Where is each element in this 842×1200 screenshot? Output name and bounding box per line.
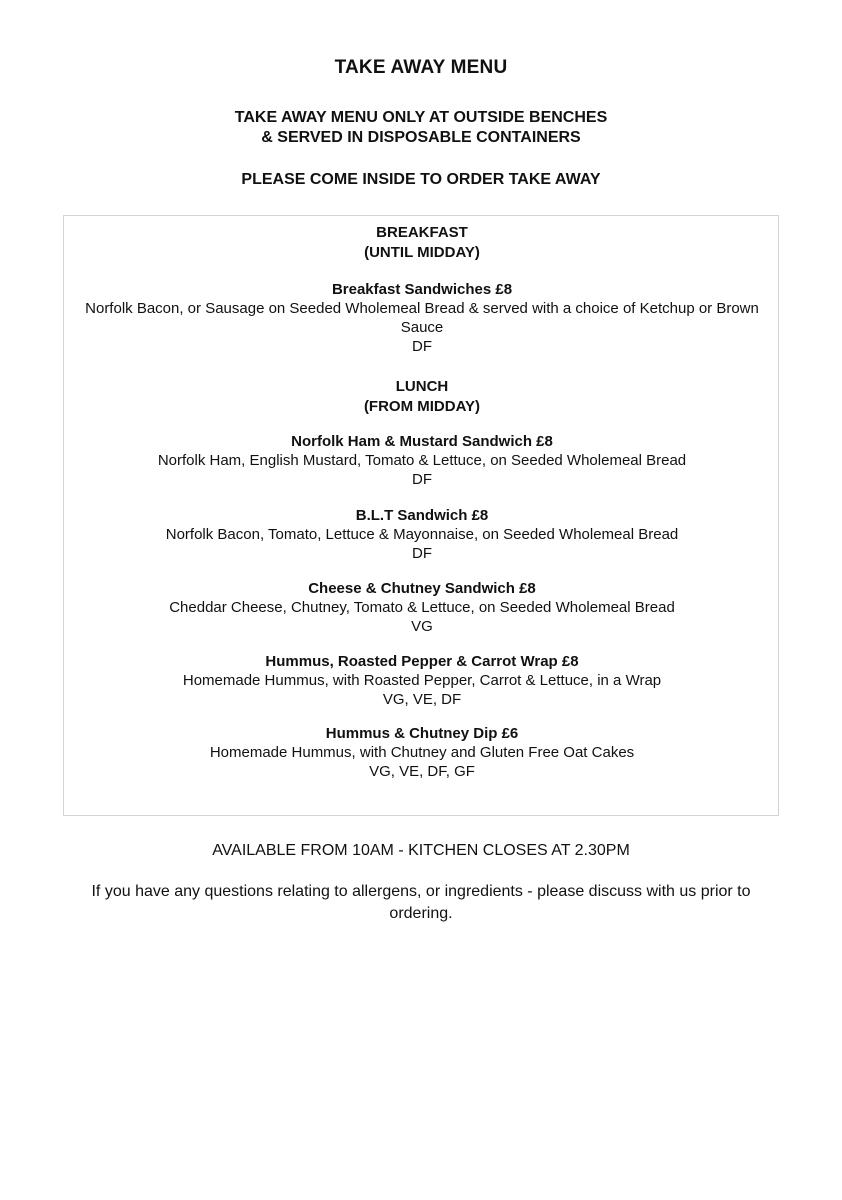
item-description: Cheddar Cheese, Chutney, Tomato & Lettuce, on Seeded Wholemeal Bread (169, 599, 675, 616)
notice-line-2: & SERVED IN DISPOSABLE CONTAINERS (261, 129, 581, 146)
menu-item-hummus-chutney-dip (64, 724, 780, 781)
item-description: Norfolk Bacon, or Sausage on Seeded Wholemeal Bread & served with a choice of Ketchup or Brown Sauce (85, 300, 759, 336)
breakfast-heading: BREAKFAST (376, 224, 468, 241)
item-name: B.L.T Sandwich £8 (355, 507, 489, 524)
order-notice: PLEASE COME INSIDE TO ORDER TAKE AWAY (241, 171, 601, 188)
item-dietary-tags: DF (412, 471, 432, 488)
lunch-subheading: (FROM MIDDAY) (363, 397, 481, 415)
allergen-note: If you have any questions relating to allergens, or ingredients - please discuss with us prior to ordering. (91, 883, 751, 922)
item-description: Norfolk Ham, English Mustard, Tomato & Lettuce, on Seeded Wholemeal Bread (157, 452, 687, 469)
item-dietary-tags: DF (412, 338, 432, 355)
item-name: Cheese & Chutney Sandwich £8 (308, 580, 536, 597)
notice-line-1: TAKE AWAY MENU ONLY AT OUTSIDE BENCHES (234, 109, 608, 126)
takeaway-notice (0, 108, 842, 148)
item-description: Homemade Hummus, with Roasted Pepper, Carrot & Lettuce, in a Wrap (182, 672, 662, 689)
item-dietary-tags: VG, VE, DF, GF (369, 763, 475, 780)
menu-box (63, 215, 779, 816)
item-dietary-tags: VG, VE, DF (382, 691, 462, 708)
page-title: TAKE AWAY MENU (334, 57, 508, 78)
item-name: Hummus & Chutney Dip £6 (325, 725, 519, 742)
lunch-heading-group (64, 377, 780, 416)
menu-item-blt-sandwich (64, 506, 780, 563)
menu-item-hummus-wrap (64, 652, 780, 709)
item-description: Norfolk Bacon, Tomato, Lettuce & Mayonnaise, on Seeded Wholemeal Bread (165, 526, 679, 543)
item-description: Homemade Hummus, with Chutney and Gluten Free Oat Cakes (209, 744, 635, 761)
item-name: Breakfast Sandwiches £8 (331, 281, 513, 298)
opening-hours: AVAILABLE FROM 10AM - KITCHEN CLOSES AT 2.30PM (212, 842, 630, 859)
item-name: Hummus, Roasted Pepper & Carrot Wrap £8 (265, 653, 579, 670)
menu-item-cheese-chutney-sandwich (64, 579, 780, 636)
lunch-heading: LUNCH (395, 378, 449, 395)
menu-item-norfolk-ham-sandwich (64, 432, 780, 489)
breakfast-heading-group (64, 223, 780, 262)
menu-item-breakfast-sandwiches (64, 280, 780, 356)
item-name: Norfolk Ham & Mustard Sandwich £8 (291, 433, 553, 450)
item-dietary-tags: VG (411, 618, 433, 635)
breakfast-subheading: (UNTIL MIDDAY) (364, 243, 480, 261)
item-dietary-tags: DF (412, 545, 432, 562)
